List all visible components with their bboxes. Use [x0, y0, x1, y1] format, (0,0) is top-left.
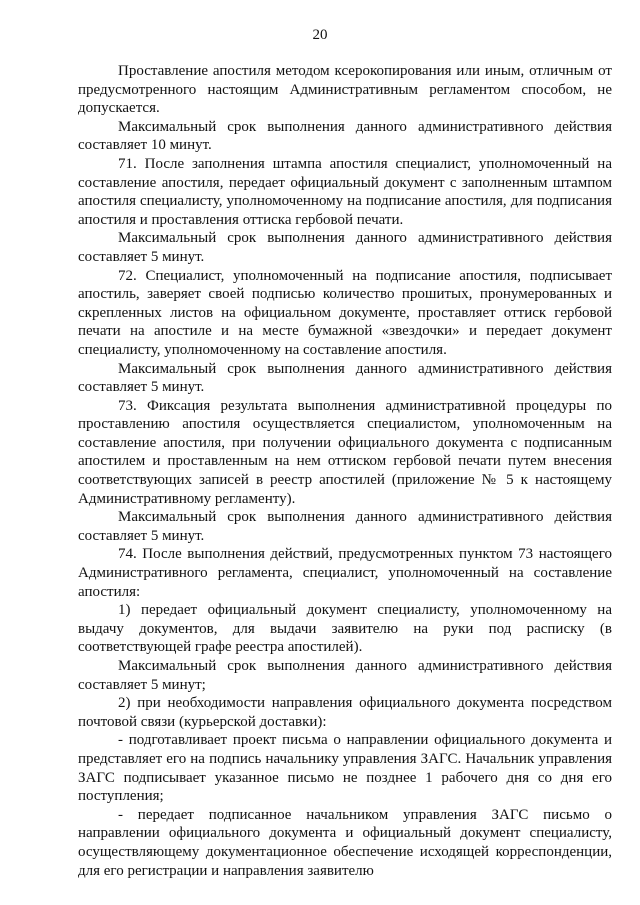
paragraph-apostille-method: Проставление апостиля методом ксерокопирования или иным, отличным от предусмотренного настоящим Административным регламентом способом, не допускается. — [78, 63, 612, 117]
document-body — [78, 62, 612, 880]
paragraph-71: 71. После заполнения штампа апостиля специалист, уполномоченный на составление апостиля, передает официальный документ с заполненным штампом апостиля специалисту, уполномоченному на подписание апостиля, для подписания апостиля и проставления оттиска гербовой печати. — [78, 155, 612, 228]
page-number: 20 — [312, 27, 328, 43]
paragraph-72: 72. Специалист, уполномоченный на подписание апостиля, подписывает апостиль, заверяет своей подписью количество прошитых, пронумерованных и скрепленных листов на официальном документе, проставляет оттиск гербовой печати на апостиле и на месте бумажной «звездочки» и передает документ специалисту, уполномоченному на составление апостиля. — [78, 267, 612, 358]
paragraph-max-time-5-a: Максимальный срок выполнения данного административного действия составляет 5 минут. — [78, 230, 612, 265]
paragraph-74-item-1: 1) передает официальный документ специалисту, уполномоченному на выдачу документов, для выдачи заявителю на руки под расписку (в соответствующей графе реестра апостилей). — [78, 602, 612, 656]
paragraph-max-time-5-d: Максимальный срок выполнения данного административного действия составляет 5 минут; — [78, 658, 612, 693]
paragraph-max-time-5-c: Максимальный срок выполнения данного административного действия составляет 5 минут. — [78, 509, 612, 544]
paragraph-transfer-letter: - передает подписанное начальником управления ЗАГС письмо о направлении официального документа и официальный документ специалисту, осуществляющему документационное обеспечение исходящей корреспонденции, для его регистрации и направления заявителю — [78, 806, 612, 879]
paragraph-max-time-10: Максимальный срок выполнения данного административного действия составляет 10 минут. — [78, 118, 612, 154]
paragraph-73: 73. Фиксация результата выполнения административной процедуры по проставлению апостиля осуществляется специалистом, уполномоченным на составление апостиля, при получении официального документа с подписанным апостилем и проставленным на нем оттиском гербовой печати путем внесения соответствующих записей в реестр апостилей (приложение № 5 к настоящему Административному регламенту). — [78, 397, 612, 507]
paragraph-prepare-letter: - подготавливает проект письма о направлении официального документа и представляет его на подпись начальнику управления ЗАГС. Начальник управления ЗАГС подписывает указанное письмо не позднее 1 рабочего дня со дня его поступления; — [78, 732, 612, 805]
paragraph-74-item-2: 2) при необходимости направления официального документа посредством почтовой связи (курьерской доставки): — [78, 695, 612, 730]
paragraph-74: 74. После выполнения действий, предусмотренных пунктом 73 настоящего Административного регламента, специалист, уполномоченный на составление апостиля: — [78, 546, 612, 600]
paragraph-max-time-5-b: Максимальный срок выполнения данного административного действия составляет 5 минут. — [78, 360, 612, 396]
